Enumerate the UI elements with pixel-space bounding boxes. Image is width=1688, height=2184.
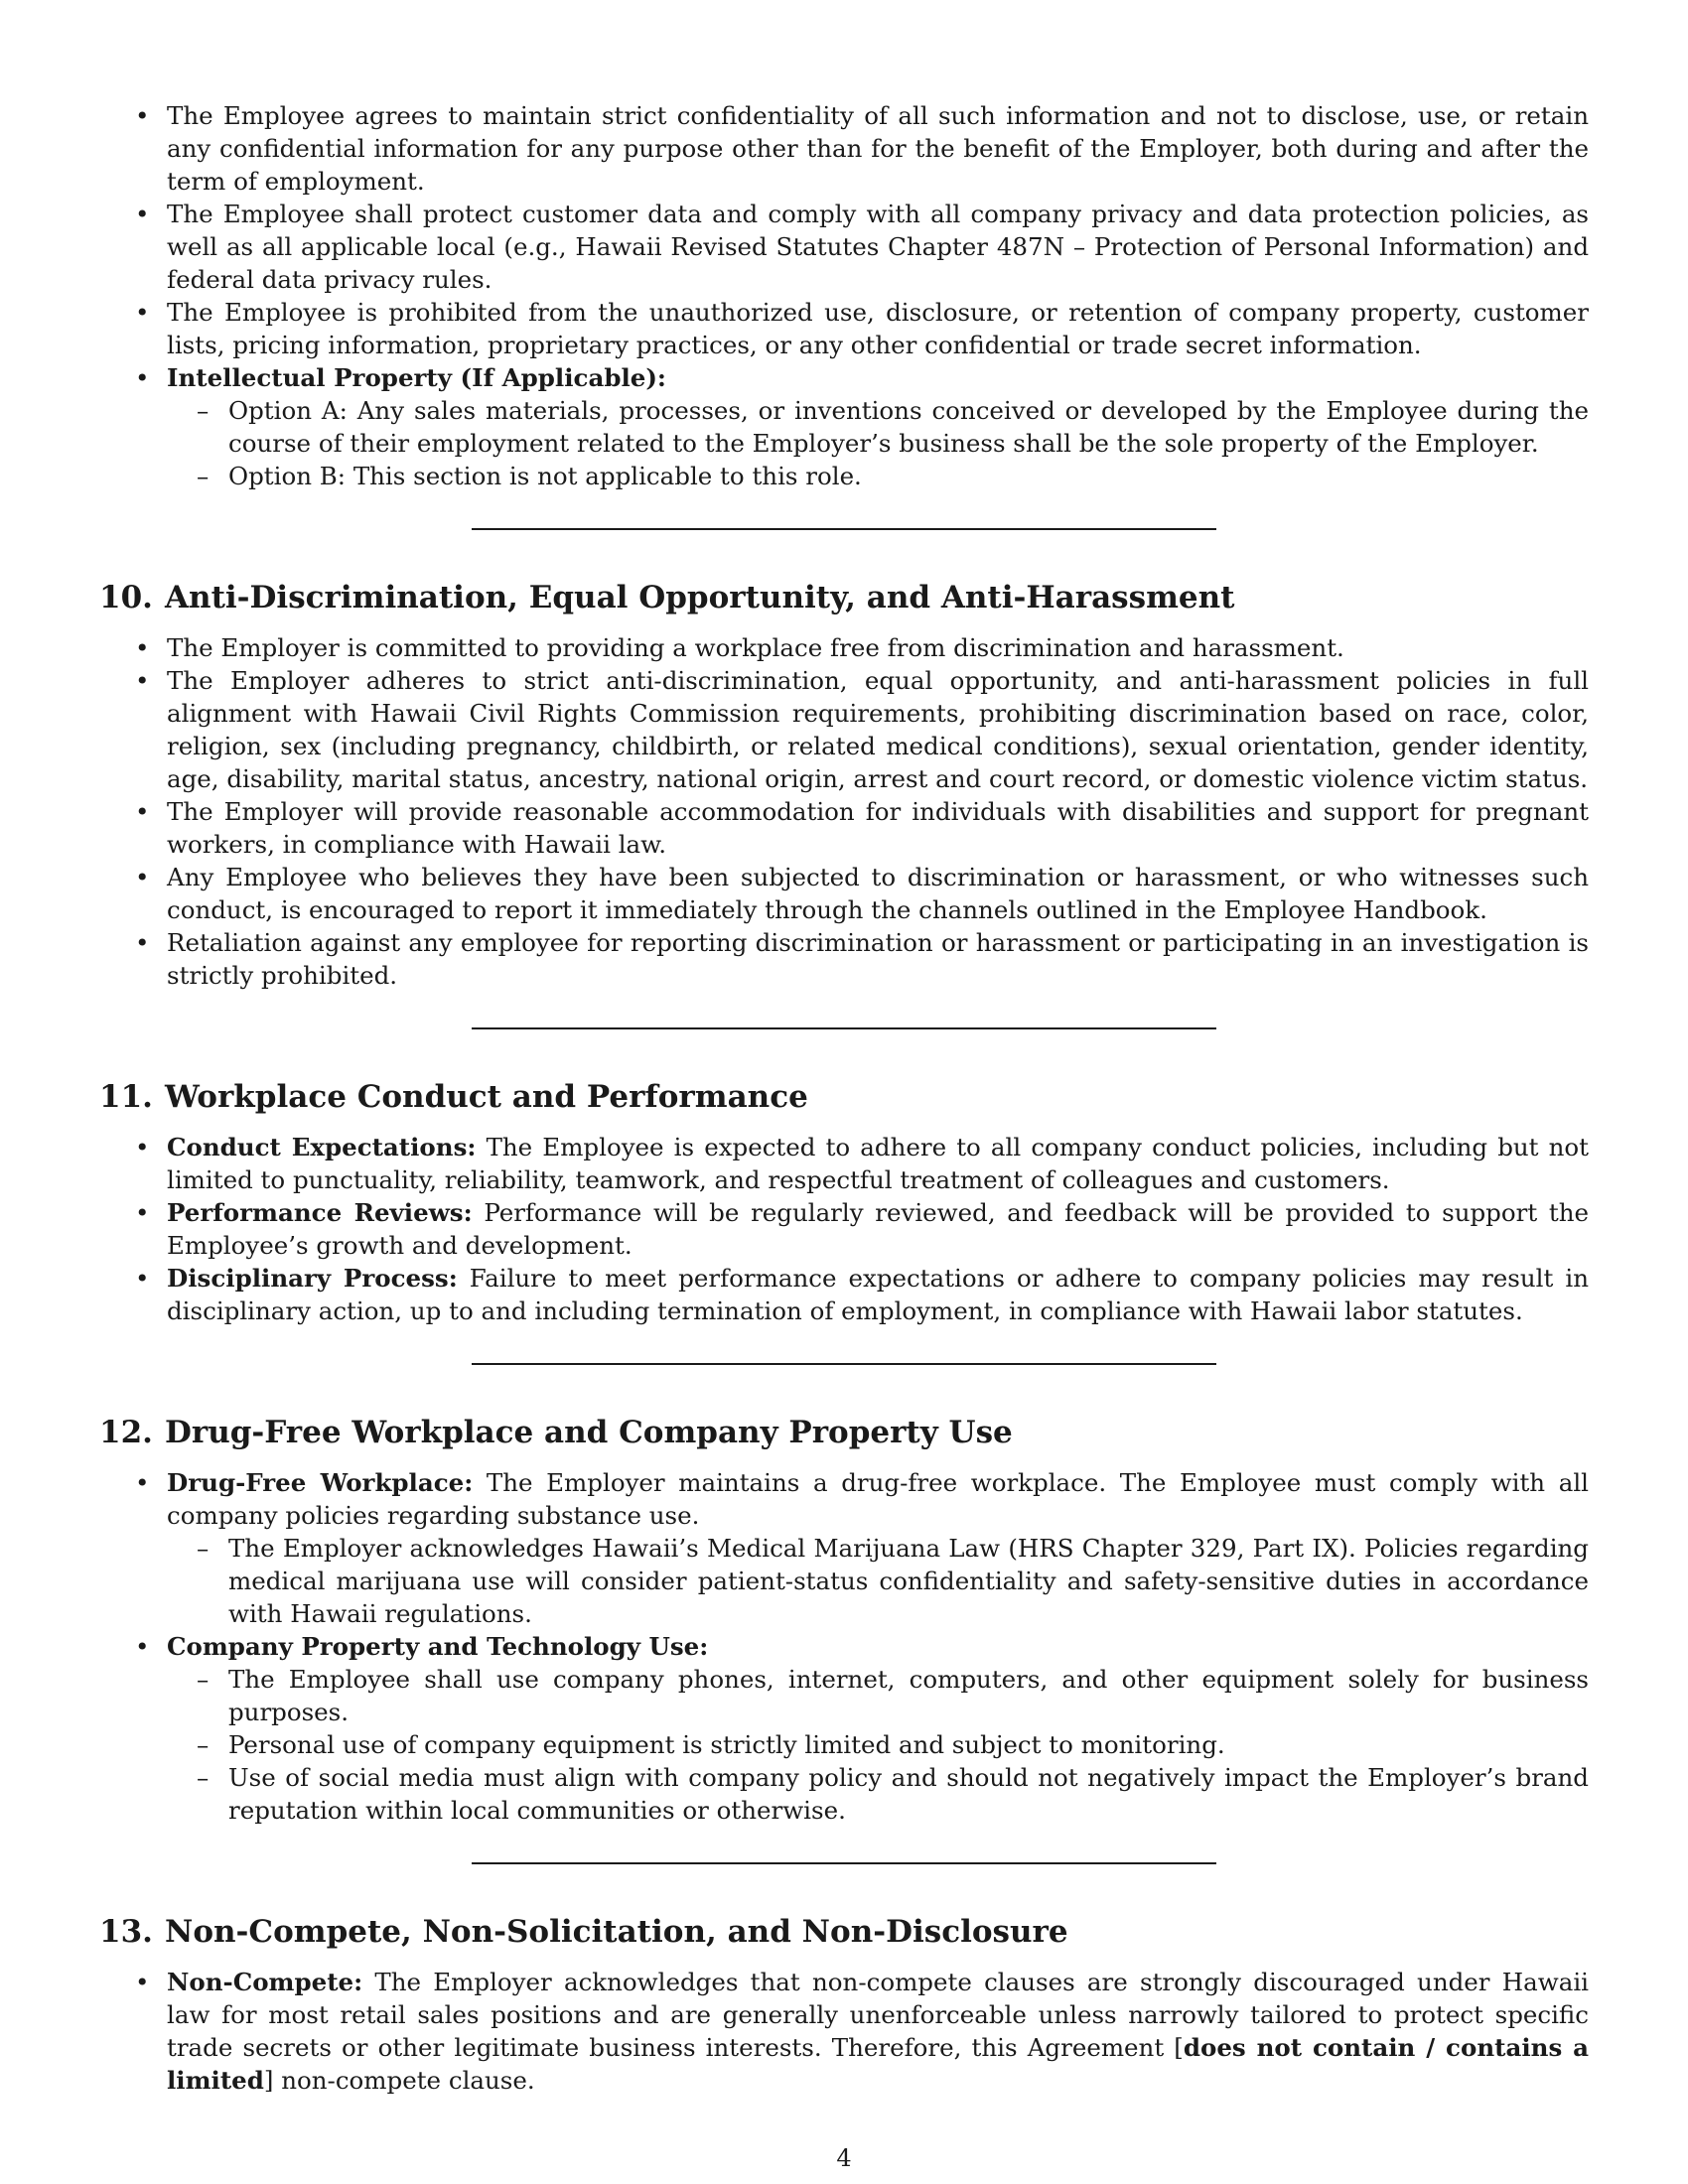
section-13-list <box>99 1966 1589 2097</box>
section-12-list <box>99 1466 1589 1827</box>
item-label: Conduct Expectations: <box>167 1133 477 1161</box>
section-title: Drug-Free Workplace and Company Property Use <box>165 1415 1013 1450</box>
item-text: The Employer maintains a drug-free workplace. The Employee must comply with all company policies regarding substance use. <box>167 1468 1589 1530</box>
section-title: Workplace Conduct and Performance <box>165 1079 808 1115</box>
list-item: • The Employee shall protect customer data and comply with all company privacy and data protection policies, as well as all applicable local (e.g., Hawaii Revised Statutes Chapter 487N – Protection of Personal Information) and federal data privacy rules. <box>99 198 1589 296</box>
list-item <box>99 1131 1589 1196</box>
list-item: • Any Employee who believes they have been subjected to discrimination or harassment, or who witnesses such conduct, is encouraged to report it immediately through the channels outlined in the Employee Handbook. <box>99 861 1589 926</box>
item-label: Drug-Free Workplace: <box>167 1468 474 1497</box>
item-label: Performance Reviews: <box>167 1198 473 1227</box>
list-item: – The Employer acknowledges Hawaii’s Medical Marijuana Law (HRS Chapter 329, Part IX). Policies regarding medical marijuana use will consider patient-status confidentiality and safety-sensitive duties in accordance with Hawaii regulations. <box>167 1532 1589 1630</box>
drug-free-item <box>99 1466 1589 1630</box>
drug-free-sublist <box>167 1532 1589 1630</box>
item-label: Non-Compete: <box>167 1968 363 1996</box>
list-item <box>99 1262 1589 1327</box>
section-13-heading <box>99 1912 1589 1952</box>
section-title: Anti-Discrimination, Equal Opportunity, and Anti-Harassment <box>165 580 1235 615</box>
ip-option-a: – Option A: Any sales materials, processes, or inventions conceived or developed by the Employee during the course of their employment related to the Employer’s business shall be the sole property of the Employer. <box>167 394 1589 460</box>
section-12-heading <box>99 1413 1589 1452</box>
list-item: • The Employee is prohibited from the unauthorized use, disclosure, or retention of company property, customer lists, pricing information, proprietary practices, or any other confidential or trade secret information. <box>99 296 1589 361</box>
list-item: – The Employee shall use company phones, internet, computers, and other equipment solely for business purposes. <box>167 1663 1589 1728</box>
section-number: 13. <box>99 1914 153 1950</box>
list-item: • The Employer will provide reasonable accommodation for individuals with disabilities and support for pregnant workers, in compliance with Hawaii law. <box>99 795 1589 861</box>
list-item: • Retaliation against any employee for reporting discrimination or harassment or participating in an investigation is strictly prohibited. <box>99 926 1589 992</box>
item-text: The Employer acknowledges that non-compete clauses are strongly discouraged under Hawaii law for most retail sales positions and are generally unenforceable unless narrowly tailored to protect specific trade secrets or other legitimate business interests. Therefore, this Agreement [ <box>167 1968 1589 2062</box>
list-item: – Use of social media must align with company policy and should not negatively impact the Employer’s brand reputation within local communities or otherwise. <box>167 1761 1589 1827</box>
document-page <box>99 99 1589 2097</box>
section-10-list <box>99 631 1589 992</box>
ip-options <box>167 394 1589 492</box>
section-11-heading <box>99 1077 1589 1117</box>
item-text: The Employee is expected to adhere to all company conduct policies, including but not limited to punctuality, reliability, teamwork, and respectful treatment of colleagues and customers. <box>167 1133 1590 1194</box>
property-sublist <box>167 1663 1589 1827</box>
list-item: • The Employer adheres to strict anti-discrimination, equal opportunity, and anti-harassment policies in full alignment with Hawaii Civil Rights Commission requirements, prohibiting discrimination based on race, color, religion, sex (including pregnancy, childbirth, or related medical conditions), sexual orientation, gender identity, age, disability, marital status, ancestry, national origin, arrest and court record, or domestic violence victim status. <box>99 664 1589 795</box>
section-divider <box>472 1027 1216 1029</box>
section-divider <box>472 1862 1216 1864</box>
list-item: – Personal use of company equipment is strictly limited and subject to monitoring. <box>167 1728 1589 1761</box>
item-text: Failure to meet performance expectations or adhere to company policies may result in disciplinary action, up to and including termination of employment, in compliance with Hawaii labor statutes. <box>167 1264 1589 1325</box>
section-number: 10. <box>99 580 153 615</box>
section-10-heading <box>99 578 1589 617</box>
item-label: Company Property and Technology Use: <box>167 1632 709 1661</box>
page-number: 4 <box>836 2144 852 2172</box>
non-compete-item <box>99 1966 1589 2097</box>
intellectual-property-item <box>99 361 1589 492</box>
list-item <box>99 1196 1589 1262</box>
list-item: • The Employee agrees to maintain strict confidentiality of all such information and not to disclose, use, or retain any confidential information for any purpose other than for the benefit of the Employer, both during and after the term of employment. <box>99 99 1589 198</box>
section-divider <box>472 528 1216 530</box>
list-item: • The Employer is committed to providing a workplace free from discrimination and harassment. <box>99 631 1589 664</box>
item-label: Disciplinary Process: <box>167 1264 458 1293</box>
ip-option-b: – Option B: This section is not applicable to this role. <box>167 460 1589 492</box>
section-11-list <box>99 1131 1589 1327</box>
section-number: 11. <box>99 1079 153 1115</box>
section-number: 12. <box>99 1415 153 1450</box>
item-text: Performance will be regularly reviewed, and feedback will be provided to support the Employee’s growth and development. <box>167 1198 1590 1260</box>
section-title: Non-Compete, Non-Solicitation, and Non-Disclosure <box>165 1914 1068 1950</box>
section-divider <box>472 1363 1216 1365</box>
item-emphasis: does not contain / contains a limited <box>167 2033 1589 2095</box>
confidentiality-list <box>99 99 1589 492</box>
ip-heading: Intellectual Property (If Applicable): <box>167 363 666 392</box>
property-item <box>99 1630 1589 1827</box>
item-text: ] non-compete clause. <box>263 2066 535 2095</box>
